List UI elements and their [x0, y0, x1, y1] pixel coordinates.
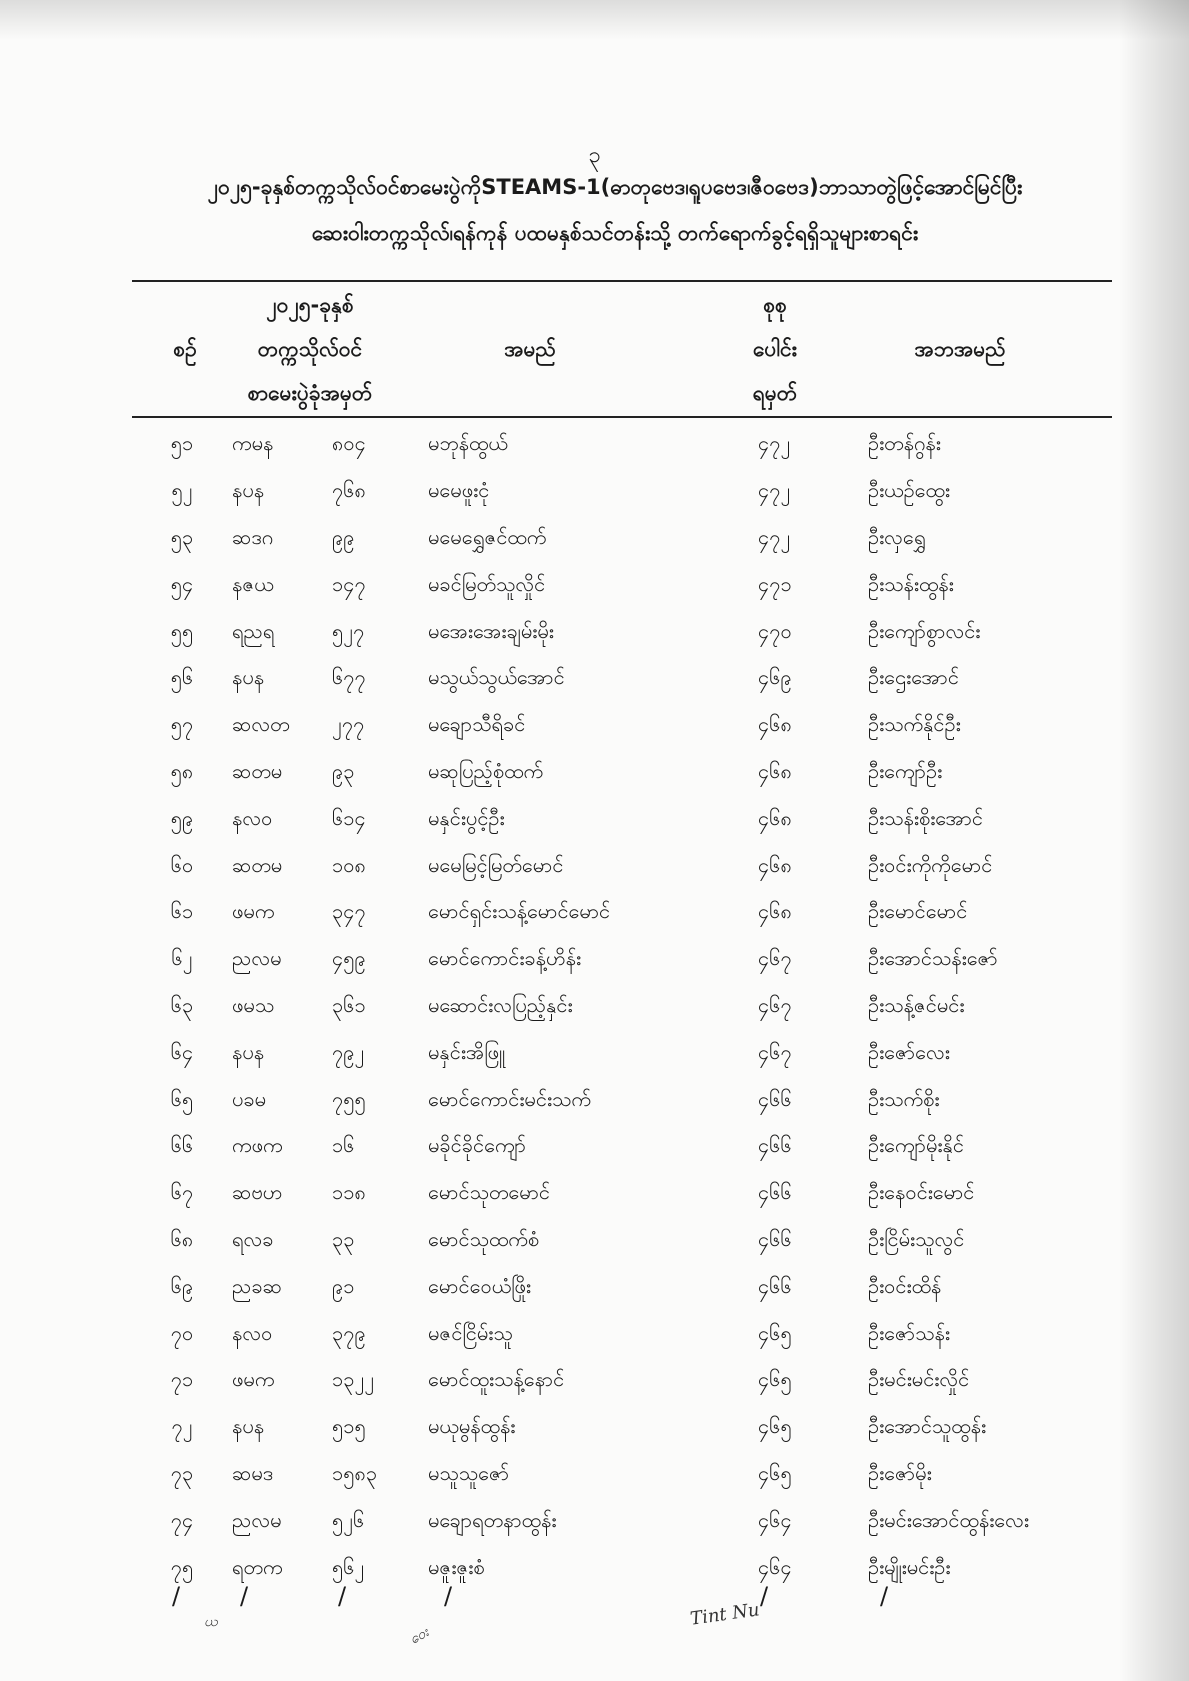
cell-father-name: ဦးသက်နိုင်ဦး	[868, 712, 961, 737]
cell-serial-no: ၅၈	[170, 758, 194, 783]
cell-student-name: မခင်မြတ်သူလှိုင်	[428, 571, 546, 596]
cell-student-name: မဇူးဇူးစံ	[428, 1554, 485, 1579]
page-number: ၃	[588, 143, 601, 168]
cell-exam-number: ၉၃	[332, 758, 355, 783]
cell-father-name: ဦးနေဝင်းမောင်	[868, 1180, 975, 1205]
cell-student-name: မောင်ကောင်းခန့်ဟိန်း	[428, 946, 582, 971]
table-row	[132, 1030, 1112, 1077]
cell-exam-prefix: နဇယ	[232, 571, 274, 596]
document-title-line2: ဆေးဝါးတက္ကသိုလ်၊ရန်ကုန် ပထမနှစ်သင်တန်းသို့ တက်ရောက်ခွင့်ရရှိသူများစာရင်း	[311, 221, 919, 245]
cell-exam-number: ၁၅၈၃	[332, 1460, 378, 1485]
table-header-rule	[132, 416, 1112, 418]
cell-father-name: ဦးယဉ်ထွေး	[868, 478, 950, 503]
cell-exam-prefix: နပန	[232, 1414, 265, 1439]
cell-student-name: မောင်သုတမောင်	[428, 1180, 551, 1205]
header-total-line3: ရမှတ်	[752, 381, 798, 405]
cell-father-name: ဦးအောင်သူထွန်း	[868, 1414, 987, 1439]
cell-father-name: ဦးသန်းစိုးအောင်	[868, 805, 984, 830]
cell-exam-number: ၃၇၉	[332, 1320, 366, 1345]
cell-serial-no: ၆၅	[170, 1086, 194, 1111]
cell-total-score: ၄၆၆	[758, 1086, 792, 1111]
table-row	[132, 1218, 1112, 1265]
cell-serial-no: ၅၂	[171, 478, 193, 503]
table-row	[132, 562, 1112, 609]
cell-student-name: မချောရတနာထွန်း	[428, 1507, 557, 1532]
cell-exam-prefix: နပန	[232, 478, 265, 503]
cell-father-name: ဦးကျော်ဦး	[868, 758, 943, 783]
table-row	[132, 516, 1112, 563]
table-row	[132, 1077, 1112, 1124]
cell-exam-prefix: နပန	[232, 1039, 265, 1064]
table-row	[132, 609, 1112, 656]
cell-exam-prefix: ကဖက	[232, 1133, 283, 1158]
cell-serial-no: ၇၄	[170, 1507, 194, 1532]
cell-father-name: ဦးကျော်မိုးနိုင်	[868, 1133, 964, 1158]
scan-edge-shadow	[1119, 0, 1189, 1681]
table-row	[132, 1545, 1112, 1592]
cell-father-name: ဦးဝင်းထိန်	[868, 1273, 942, 1298]
end-mark: /	[172, 1582, 181, 1610]
cell-exam-number: ၁၁၈	[332, 1180, 366, 1205]
table-row	[132, 1264, 1112, 1311]
cell-exam-prefix: ဖမက	[232, 899, 275, 924]
table-row	[132, 469, 1112, 516]
cell-serial-no: ၆၂	[171, 946, 193, 971]
cell-exam-number: ၄၅၉	[332, 946, 366, 971]
cell-exam-prefix: ကမန	[232, 431, 274, 456]
cell-father-name: ဦးတန်ဂွန်း	[868, 431, 941, 456]
table-row	[132, 703, 1112, 750]
table-row	[132, 1358, 1112, 1405]
cell-serial-no: ၅၉	[170, 805, 194, 830]
header-total-line1: စုစု	[763, 293, 787, 317]
cell-exam-number: ၁၃၂၂	[332, 1367, 375, 1392]
cell-student-name: မောင်ကောင်းမင်းသက်	[428, 1086, 591, 1111]
cell-exam-number: ၆၇၇	[332, 665, 366, 690]
cell-student-name: မဇင်ငြိမ်းသူ	[428, 1320, 513, 1345]
cell-total-score: ၄၆၆	[758, 1180, 792, 1205]
cell-father-name: ဦးဇော်လေး	[868, 1039, 950, 1064]
cell-total-score: ၄၆၉	[758, 665, 792, 690]
cell-student-name: မမေဖူးငုံ	[428, 478, 490, 503]
cell-serial-no: ၅၆	[170, 665, 194, 690]
handwritten-signature: Tint Nu	[688, 1599, 761, 1630]
end-mark: /	[240, 1582, 249, 1610]
cell-serial-no: ၇၀	[170, 1320, 194, 1345]
cell-exam-prefix: ညခဆ	[232, 1273, 282, 1298]
cell-exam-number: ၅၂၆	[332, 1507, 365, 1532]
cell-serial-no: ၅၃	[170, 524, 194, 549]
cell-exam-prefix: ဆဗဟ	[232, 1180, 283, 1205]
header-exam-line1: ၂၀၂၅-ခုနှစ်	[266, 293, 354, 317]
cell-exam-number: ၅၆၂	[332, 1554, 365, 1579]
cell-student-name: မမေရွှေဇင်ထက်	[428, 524, 547, 549]
table-row	[132, 750, 1112, 797]
cell-father-name: ဦးသန့်ဇင်မင်း	[868, 992, 965, 1017]
cell-exam-number: ၇၉၂	[332, 1039, 365, 1064]
cell-father-name: ဦးကျော်စွာလင်း	[868, 618, 981, 643]
cell-student-name: မဘုန်ထွယ်	[428, 431, 508, 456]
table-row	[132, 890, 1112, 937]
cell-exam-number: ၁၀၈	[332, 852, 366, 877]
cell-father-name: ဦးမင်းအောင်ထွန်းလေး	[868, 1507, 1029, 1532]
table-row	[132, 796, 1112, 843]
cell-total-score: ၄၇၂	[758, 524, 791, 549]
cell-student-name: မနှင်းအိဖြူ	[428, 1039, 505, 1064]
cell-father-name: ဦးငြိမ်းသူလွင်	[868, 1226, 965, 1251]
table-row	[132, 937, 1112, 984]
cell-total-score: ၄၆၆	[758, 1226, 792, 1251]
cell-father-name: ဦးဇော်သန်း	[868, 1320, 950, 1345]
cell-student-name: မောင်ဝေယံဖြိုး	[428, 1273, 531, 1298]
table-row	[132, 1311, 1112, 1358]
cell-student-name: မောင်ထူးသန့်နောင်	[428, 1367, 565, 1392]
cell-exam-prefix: နလဝ	[232, 805, 273, 830]
cell-serial-no: ၇၁	[170, 1367, 194, 1392]
cell-total-score: ၄၇၂	[758, 478, 791, 503]
cell-serial-no: ၇၂	[171, 1414, 193, 1439]
cell-student-name: မယုမွန်ထွန်း	[428, 1414, 516, 1439]
cell-father-name: ဦးမောင်မောင်	[868, 899, 968, 924]
table-row	[132, 984, 1112, 1031]
cell-exam-prefix: ဖမသ	[232, 992, 275, 1017]
cell-exam-number: ၆၁၄	[332, 805, 366, 830]
cell-total-score: ၄၆၈	[758, 899, 792, 924]
cell-serial-no: ၅၄	[170, 571, 194, 596]
cell-exam-number: ၃၄၇	[332, 899, 366, 924]
cell-exam-prefix: ပခမ	[232, 1086, 267, 1111]
cell-father-name: ဦးသက်စိုး	[868, 1086, 940, 1111]
cell-exam-number: ၇၆၈	[332, 478, 366, 503]
cell-total-score: ၄၆၇	[758, 946, 792, 971]
cell-student-name: မချောသီရိခင်	[428, 712, 526, 737]
cell-exam-number: ၂၇၇	[332, 712, 365, 737]
table-row	[132, 422, 1112, 469]
cell-student-name: မသူသူဇော်	[428, 1460, 510, 1485]
header-father-name: အဘအမည်	[914, 337, 1006, 361]
cell-father-name: ဦးဇော်မိုး	[868, 1460, 932, 1485]
table-row	[132, 656, 1112, 703]
cell-total-score: ၄၆၈	[758, 852, 792, 877]
scan-top-shadow	[0, 0, 1189, 40]
cell-exam-prefix: ညလမ	[232, 1507, 282, 1532]
cell-total-score: ၄၆၅	[758, 1367, 792, 1392]
cell-exam-prefix: ဆလတ	[232, 712, 290, 737]
cell-exam-prefix: ဖမက	[232, 1367, 275, 1392]
cell-total-score: ၄၆၅	[758, 1460, 792, 1485]
document-title-line1: ၂၀၂၅-ခုနှစ်တက္ကသိုလ်ဝင်စာမေးပွဲကိုSTEAMS-1(ဓာတုဗေဒ၊ရူပဗေဒ၊ဇီဝဗေဒ)ဘာသာတွဲဖြင့်အောင်မြင်ပြီး	[207, 175, 1023, 199]
cell-serial-no: ၇၃	[170, 1460, 194, 1485]
cell-exam-prefix: ဆတမ	[232, 852, 283, 877]
cell-father-name: ဦးအောင်သန်းဇော်	[868, 946, 998, 971]
cell-serial-no: ၆၁	[170, 899, 194, 924]
cell-exam-number: ၁၄၇	[332, 571, 366, 596]
cell-serial-no: ၆၆	[170, 1133, 194, 1158]
cell-student-name: မဆုပြည့်စုံထက်	[428, 758, 544, 783]
cell-exam-prefix: ဆမဒ	[232, 1460, 274, 1485]
cell-student-name: မဆောင်းလပြည့်နှင်း	[428, 992, 573, 1017]
cell-exam-number: ၃၆၁	[332, 992, 366, 1017]
cell-exam-number: ၉၁	[332, 1273, 355, 1298]
end-mark: /	[338, 1582, 347, 1610]
admission-list-table	[132, 422, 1112, 1592]
header-exam-line2: တက္ကသိုလ်ဝင်	[257, 337, 363, 361]
initial-signature: ယ	[204, 1614, 218, 1630]
cell-student-name: မနှင်းပွင့်ဦး	[428, 805, 505, 830]
cell-father-name: ဦးဌေးအောင်	[868, 665, 959, 690]
cell-total-score: ၄၆၄	[758, 1507, 792, 1532]
cell-total-score: ၄၇၁	[758, 571, 792, 596]
cell-student-name: မောင်သုထက်စံ	[428, 1226, 540, 1251]
cell-exam-number: ၇၅၅	[332, 1086, 366, 1111]
end-mark: /	[444, 1582, 453, 1610]
cell-total-score: ၄၆၆	[758, 1133, 792, 1158]
table-row	[132, 1498, 1112, 1545]
cell-total-score: ၄၆၈	[758, 758, 792, 783]
cell-exam-number: ၅၂၇	[332, 618, 365, 643]
cell-serial-no: ၇၅	[170, 1554, 194, 1579]
table-row	[132, 843, 1112, 890]
cell-father-name: ဦးဝင်းကိုကိုမောင်	[868, 852, 993, 877]
cell-serial-no: ၅၁	[170, 431, 194, 456]
cell-total-score: ၄၇၀	[758, 618, 792, 643]
cell-serial-no: ၅၅	[170, 618, 194, 643]
cell-father-name: ဦးလှရွှေ	[868, 524, 926, 549]
cell-exam-number: ၁၆	[332, 1133, 355, 1158]
cell-father-name: ဦးမျိုးမင်းဦး	[868, 1554, 951, 1579]
cell-exam-prefix: ဆတမ	[232, 758, 283, 783]
initial-signature: ဝေး	[407, 1624, 432, 1648]
cell-student-name: မမေမြင့်မြတ်မောင်	[428, 852, 564, 877]
cell-total-score: ၄၇၂	[758, 431, 791, 456]
cell-serial-no: ၆၄	[170, 1039, 194, 1064]
cell-total-score: ၄၆၇	[758, 1039, 792, 1064]
table-row	[132, 1405, 1112, 1452]
cell-exam-prefix: ညလမ	[232, 946, 282, 971]
cell-exam-number: ၅၁၅	[332, 1414, 366, 1439]
cell-total-score: ၄၆၄	[758, 1554, 792, 1579]
cell-serial-no: ၆၀	[170, 852, 194, 877]
cell-exam-prefix: ရတက	[232, 1554, 283, 1579]
cell-student-name: မောင်ရှင်းသန့်မောင်မောင်	[428, 899, 611, 924]
cell-serial-no: ၆၈	[170, 1226, 194, 1251]
cell-exam-number: ၃၃	[332, 1226, 355, 1251]
cell-total-score: ၄၆၇	[758, 992, 792, 1017]
end-mark: /	[760, 1582, 769, 1610]
cell-student-name: မအေးအေးချမ်းမိုး	[428, 618, 554, 643]
cell-total-score: ၄၆၆	[758, 1273, 792, 1298]
cell-total-score: ၄၆၅	[758, 1320, 792, 1345]
header-name: အမည်	[504, 337, 556, 361]
cell-exam-prefix: နပန	[232, 665, 265, 690]
cell-student-name: မခိုင်ခိုင်ကျော်	[428, 1133, 526, 1158]
cell-exam-prefix: နလဝ	[232, 1320, 273, 1345]
cell-father-name: ဦးသန်းထွန်း	[868, 571, 954, 596]
cell-exam-prefix: ရလခ	[232, 1226, 274, 1251]
cell-serial-no: ၆၃	[170, 992, 194, 1017]
header-exam-line3: စာမေးပွဲခုံအမှတ်	[247, 381, 373, 405]
cell-exam-number: ၈၀၄	[332, 431, 366, 456]
table-row	[132, 1124, 1112, 1171]
cell-exam-number: ၉၉	[332, 524, 355, 549]
cell-serial-no: ၆၉	[170, 1273, 194, 1298]
cell-father-name: ဦးမင်းမင်းလှိုင်	[868, 1367, 970, 1392]
cell-serial-no: ၆၇	[170, 1180, 194, 1205]
cell-exam-prefix: ရညရ	[232, 618, 275, 643]
table-row	[132, 1171, 1112, 1218]
cell-total-score: ၄၆၅	[758, 1414, 792, 1439]
header-total-line2: ပေါင်း	[753, 337, 797, 361]
end-mark: /	[880, 1582, 889, 1610]
cell-exam-prefix: ဆဒဂ	[232, 524, 274, 549]
header-serial-no: စဉ်	[173, 337, 197, 361]
cell-total-score: ၄၆၈	[758, 712, 792, 737]
cell-total-score: ၄၆၈	[758, 805, 792, 830]
table-row	[132, 1452, 1112, 1499]
cell-serial-no: ၅၇	[170, 712, 194, 737]
cell-student-name: မသွယ်သွယ်အောင်	[428, 665, 565, 690]
